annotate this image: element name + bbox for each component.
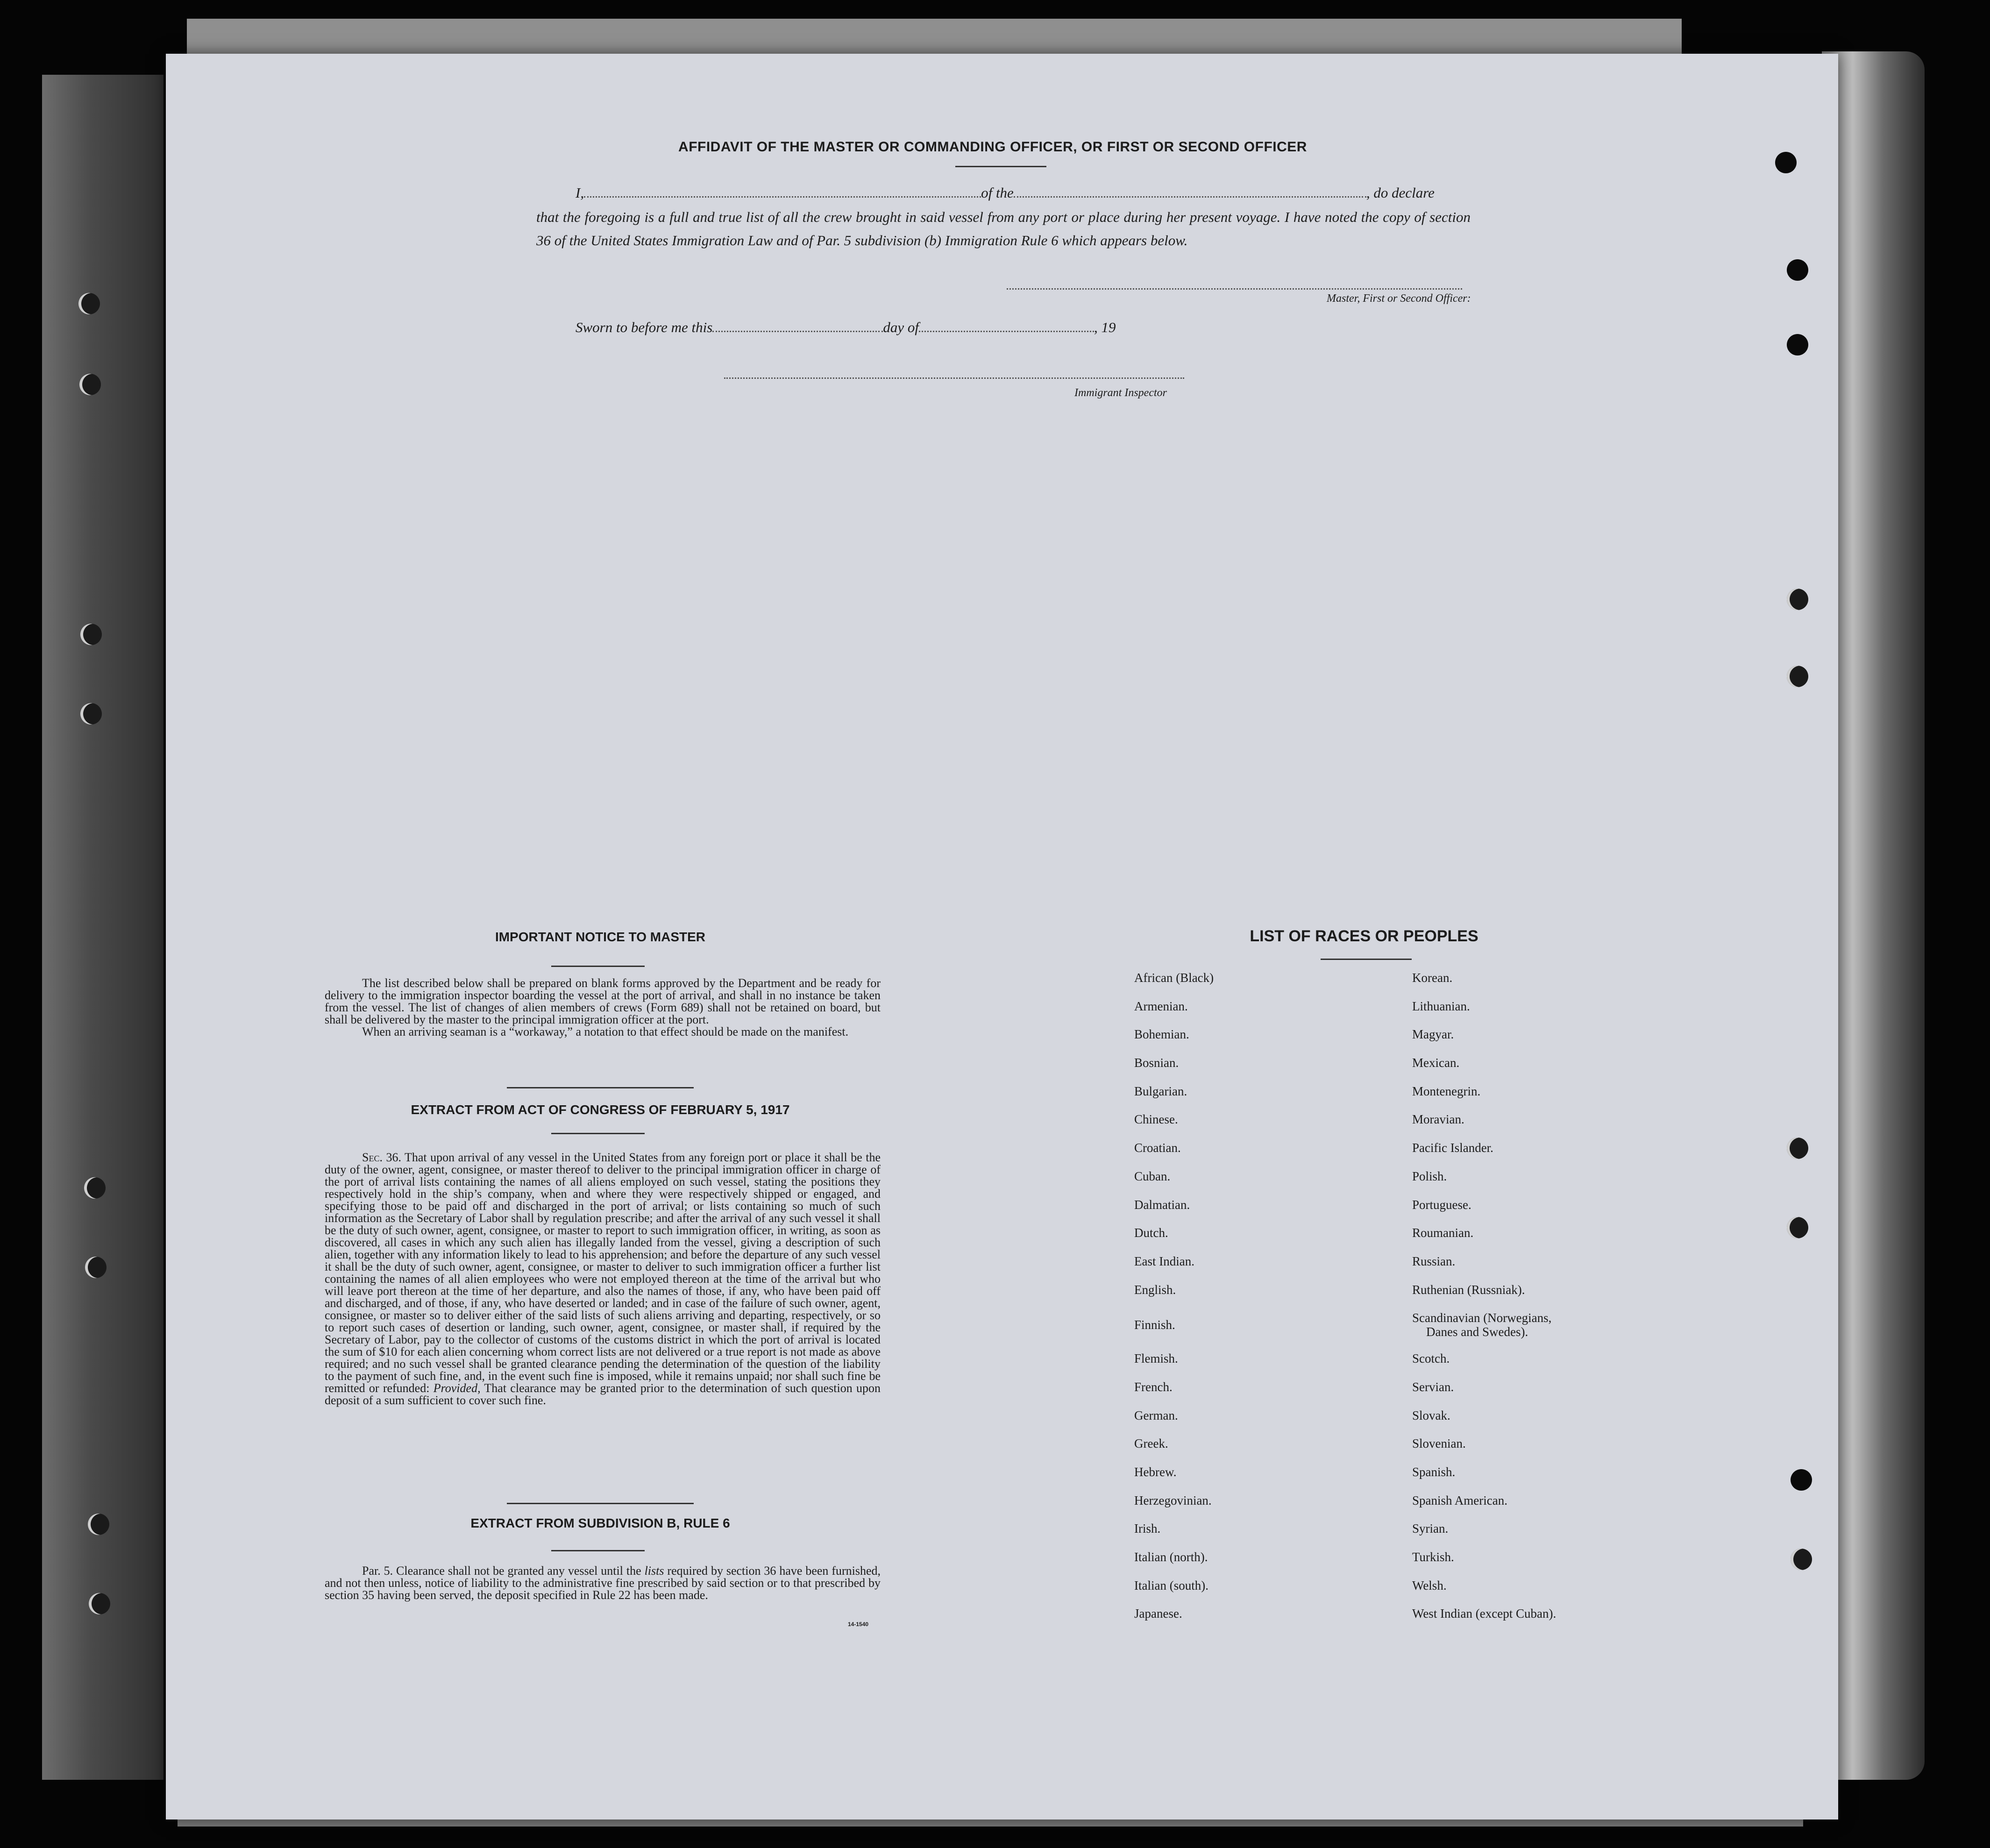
section-rule — [507, 1087, 694, 1088]
races-left-column — [1134, 971, 1214, 1635]
race-item: Turkish. — [1412, 1550, 1454, 1564]
punch-hole — [1787, 334, 1808, 355]
punch-hole — [1787, 1217, 1808, 1238]
race-item: Armenian. — [1134, 999, 1188, 1013]
binder-hole — [85, 1257, 107, 1278]
section-rule — [507, 1503, 694, 1504]
binder-hole — [80, 703, 102, 725]
race-item: Chinese. — [1134, 1112, 1178, 1127]
race-item: Roumanian. — [1412, 1226, 1474, 1240]
race-item: Bulgarian. — [1134, 1084, 1187, 1098]
sworn-line — [576, 319, 1116, 336]
race-item: Mexican. — [1412, 1056, 1460, 1070]
section-label: Sec. 36. — [362, 1151, 401, 1164]
race-item: Pacific Islander. — [1412, 1141, 1493, 1155]
master-signature-label: Master, First or Second Officer: — [1327, 292, 1471, 305]
race-item: Welsh. — [1412, 1578, 1447, 1592]
binder-hole — [89, 1593, 110, 1614]
act-extract-title: EXTRACT FROM ACT OF CONGRESS OF FEBRUARY 5, 1917 — [411, 1102, 790, 1117]
do-declare-label: , do declare — [1366, 185, 1435, 201]
inspector-signature-field[interactable] — [724, 377, 1184, 379]
day-of-label: day of — [883, 319, 919, 335]
rule-extract-text — [325, 1565, 881, 1601]
races-list-title: LIST OF RACES OR PEOPLES — [1250, 927, 1478, 945]
title-rule — [955, 166, 1046, 167]
binder-hole — [80, 624, 102, 645]
race-item: Greek. — [1134, 1436, 1168, 1451]
race-item: Cuban. — [1134, 1169, 1171, 1183]
punch-hole — [1787, 1137, 1808, 1159]
punch-hole — [1787, 259, 1808, 281]
declaration-line — [576, 185, 1435, 201]
sworn-month-field[interactable] — [919, 331, 1094, 332]
race-item: Slovak. — [1412, 1408, 1450, 1422]
sworn-label: Sworn to before me this — [576, 319, 713, 335]
form-number: 14-1540 — [848, 1621, 869, 1628]
race-item: Danes and Swedes). — [1426, 1325, 1528, 1339]
notice-rule — [551, 966, 645, 967]
vessel-name-field[interactable] — [1014, 196, 1366, 198]
notice-text — [325, 977, 881, 1038]
rule-rule — [551, 1550, 645, 1551]
rule-extract-title: EXTRACT FROM SUBDIVISION B, RULE 6 — [470, 1516, 730, 1530]
race-item: Bohemian. — [1134, 1027, 1189, 1042]
rule-text-a: Par. 5. Clearance shall not be granted any vessel until the — [362, 1564, 641, 1578]
race-item: Hebrew. — [1134, 1465, 1177, 1479]
race-item: Servian. — [1412, 1379, 1454, 1394]
race-item: Dutch. — [1134, 1226, 1168, 1240]
race-item: Finnish. — [1134, 1318, 1175, 1332]
notice-paragraph: When an arriving seaman is a “workaway,” a notation to that effect should be made on the manifest. — [362, 1025, 849, 1038]
punch-hole — [1787, 666, 1808, 687]
race-item: Scotch. — [1412, 1351, 1450, 1366]
binder-hole — [84, 1177, 106, 1199]
race-item: Spanish American. — [1412, 1493, 1507, 1507]
race-item: Lithuanian. — [1412, 999, 1470, 1013]
section-text: That upon arrival of any vessel in the United States from any foreign port or place it shall be the duty of the owner, agent, consignee, or master thereof to deliver to the principal immigration officer in charge of the port of arrival lists containing the names of all aliens employed on such vessel, stating the positions they respectively hold in the ship’s company, when and where they were respectively shipped or engaged, and specifying those to be paid off and discharged in the port of arrival; or lists containing so much of such information as the Secretary of Labor shall by regulation prescribe; and after the arrival of any such vessel it shall be the duty of such owner, agent, consignee, or master to report to such immigration officer, in writing, as soon as discovered, all cases in which any such alien has illegally landed from the vessel, giving a description of such alien, together with any information likely to lead to his apprehension; and before the departure of any such vessel it shall be the duty of such owner, agent, consignee, or master to deliver to such immigration officer a further list containing the names of all alien employees who were not employed thereon at the time of the arrival but who will leave port thereon at the time of her departure, and also the names of those, if any, who have been paid off and discharged, and of those, if any, who have deserted or landed; and in case of the failure of such owner, agent, consignee, or master so to deliver either of the said lists of such aliens arriving and departing, respectively, or so to report such cases of desertion or landing, such owner, agent, consignee, or master shall, if required by the Secretary of Labor, pay to the collector of customs of the customs district in which the port of arrival is located the sum of $10 for each alien concerning whom correct lists are not delivered or a true report is not made as above required; and no such vessel shall be granted clearance pending the determination of the question of the liability to the payment of such fine, and, in the event such fine is imposed, while it remains unpaid; nor shall such fine be remitted or refunded: — [325, 1151, 881, 1395]
race-item: Italian (south). — [1134, 1578, 1208, 1592]
race-item: Portuguese. — [1412, 1197, 1471, 1212]
race-item: Moravian. — [1412, 1112, 1464, 1127]
race-item: Montenegrin. — [1412, 1084, 1481, 1098]
provided-word: Provided, — [433, 1381, 481, 1395]
race-item: French. — [1134, 1379, 1173, 1394]
binder-hole — [79, 374, 101, 395]
rule-text-b: required by section 36 have been furnished, and not then unless, notice of liability to the administrative fine prescribed by said section or to that prescribed by section 35 having been served, the deposit specified in Rule 22 has been made. — [325, 1564, 881, 1602]
race-item: Dalmatian. — [1134, 1197, 1190, 1212]
race-item: Ruthenian (Russniak). — [1412, 1282, 1525, 1297]
section-text-end: That clearance may be granted prior to the determination of such question upon deposit of a sum sufficient to cover such fine. — [325, 1381, 881, 1407]
punch-hole — [1791, 1469, 1812, 1491]
race-item: German. — [1134, 1408, 1178, 1422]
act-rule — [551, 1133, 645, 1134]
race-item: Flemish. — [1134, 1351, 1178, 1366]
race-item: Spanish. — [1412, 1465, 1456, 1479]
act-extract-text — [325, 1151, 881, 1407]
race-item: West Indian (except Cuban). — [1412, 1606, 1556, 1621]
binder-hole — [88, 1514, 109, 1535]
race-item: East Indian. — [1134, 1254, 1194, 1268]
year-label: , 19 — [1094, 319, 1116, 335]
race-item: Russian. — [1412, 1254, 1456, 1268]
punch-hole — [1775, 152, 1797, 173]
race-item: Croatian. — [1134, 1141, 1181, 1155]
declarant-name-field[interactable] — [584, 196, 981, 198]
notice-title: IMPORTANT NOTICE TO MASTER — [495, 930, 706, 944]
punch-hole — [1791, 1549, 1812, 1570]
race-item: Bosnian. — [1134, 1056, 1179, 1070]
race-item: Syrian. — [1412, 1521, 1449, 1536]
race-item: Magyar. — [1412, 1027, 1454, 1042]
race-item: Slovenian. — [1412, 1436, 1466, 1451]
sworn-day-field[interactable] — [712, 331, 883, 332]
race-item: Scandinavian (Norwegians, — [1412, 1311, 1552, 1325]
races-title-rule — [1321, 959, 1412, 960]
race-item: Italian (north). — [1134, 1550, 1208, 1564]
races-right-column — [1412, 971, 1556, 1635]
race-item: Japanese. — [1134, 1606, 1182, 1621]
race-item: Polish. — [1412, 1169, 1447, 1183]
race-item: English. — [1134, 1282, 1176, 1297]
race-item: African (Black) — [1134, 971, 1214, 985]
affidavit-statement: that the foregoing is a full and true list of all the crew brought in said vessel from any port or place during her present voyage. I have noted the copy of section 36 of the United States Immigration Law and of Par. 5 subdivision (b) Immigration Rule 6 which appears below. — [536, 209, 1471, 249]
declarant-label: I, — [576, 185, 584, 201]
race-item: Irish. — [1134, 1521, 1161, 1536]
lists-word: lists — [644, 1564, 664, 1578]
race-item: Korean. — [1412, 971, 1453, 985]
notice-paragraph: The list described below shall be prepared on blank forms approved by the Department and be ready for delivery to the immigration inspector boarding the vessel at the port of arrival, and shall in no instance be taken from the vessel. The list of changes of alien members of crews (Form 689) shall not be retained on board, but shall be delivered by the master to the principal immigration officer at the port. — [325, 976, 881, 1026]
binder-hole — [78, 293, 100, 314]
punch-hole — [1787, 589, 1808, 610]
affidavit-title: AFFIDAVIT OF THE MASTER OR COMMANDING OFFICER, OR FIRST OR SECOND OFFICER — [678, 139, 1307, 155]
of-the-label: of the — [981, 185, 1014, 201]
master-signature-field[interactable] — [1007, 288, 1462, 290]
inspector-signature-label: Immigrant Inspector — [1074, 387, 1167, 399]
race-item: Herzegovinian. — [1134, 1493, 1212, 1507]
